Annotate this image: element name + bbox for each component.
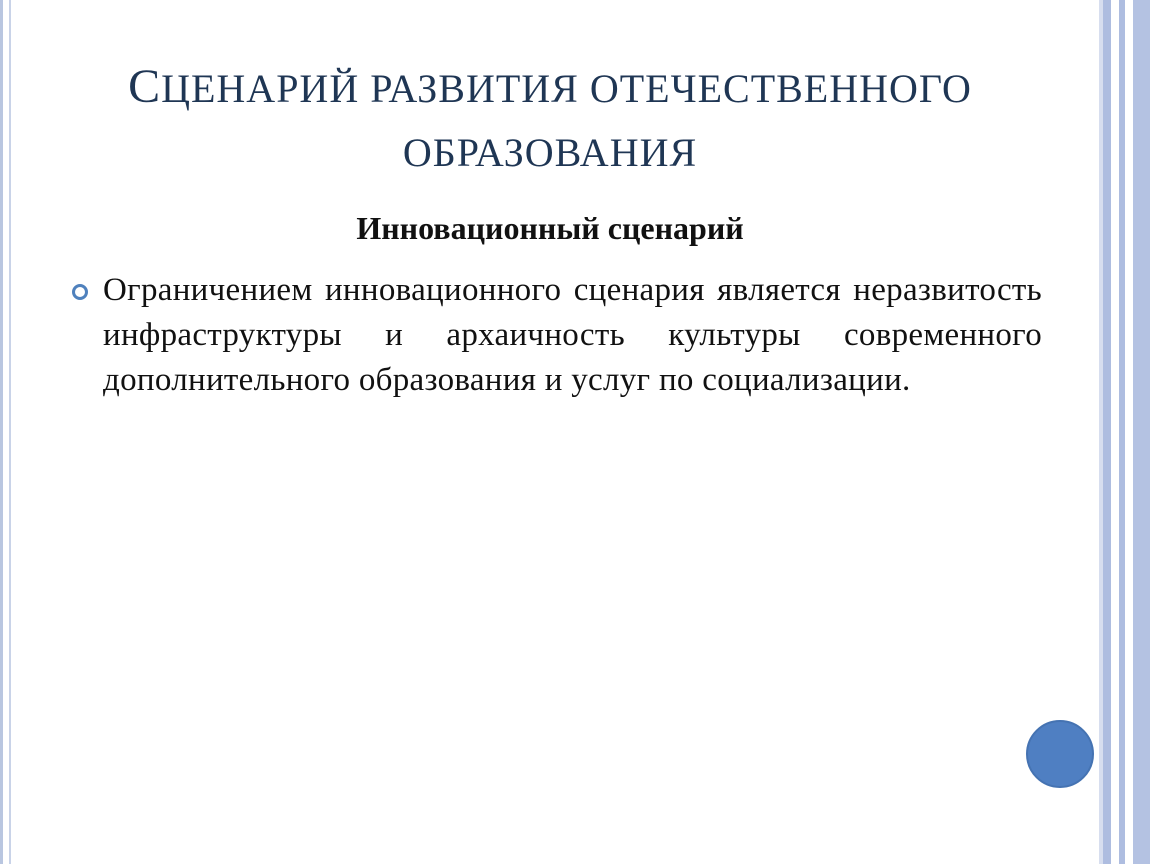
right-stripe (1133, 0, 1150, 864)
blue-circle-icon (1026, 720, 1094, 788)
right-stripe-gap (1111, 0, 1119, 864)
left-border-line (0, 0, 3, 864)
slide-subtitle: Инновационный сценарий (356, 210, 744, 246)
title-line-2: ОБРАЗОВАНИЯ (402, 130, 698, 175)
right-stripe-gap (1125, 0, 1133, 864)
title-initial-letter: С (128, 60, 162, 113)
left-border-line-inner (9, 0, 11, 864)
title-line-1 (60, 55, 1040, 121)
right-stripe (1103, 0, 1111, 864)
bullet-text: Ограничением инновационного сценария является неразвитость инфраструктуры и архаичность культуры современного дополнительного образования и услуг по социализации. (103, 272, 1042, 398)
slide-title (60, 55, 1040, 185)
hollow-circle-bullet-icon (72, 284, 88, 300)
bullet-list (72, 268, 1042, 403)
title-line-1-text: ЦЕНАРИЙ РАЗВИТИЯ ОТЕЧЕСТВЕННОГО (161, 66, 972, 111)
